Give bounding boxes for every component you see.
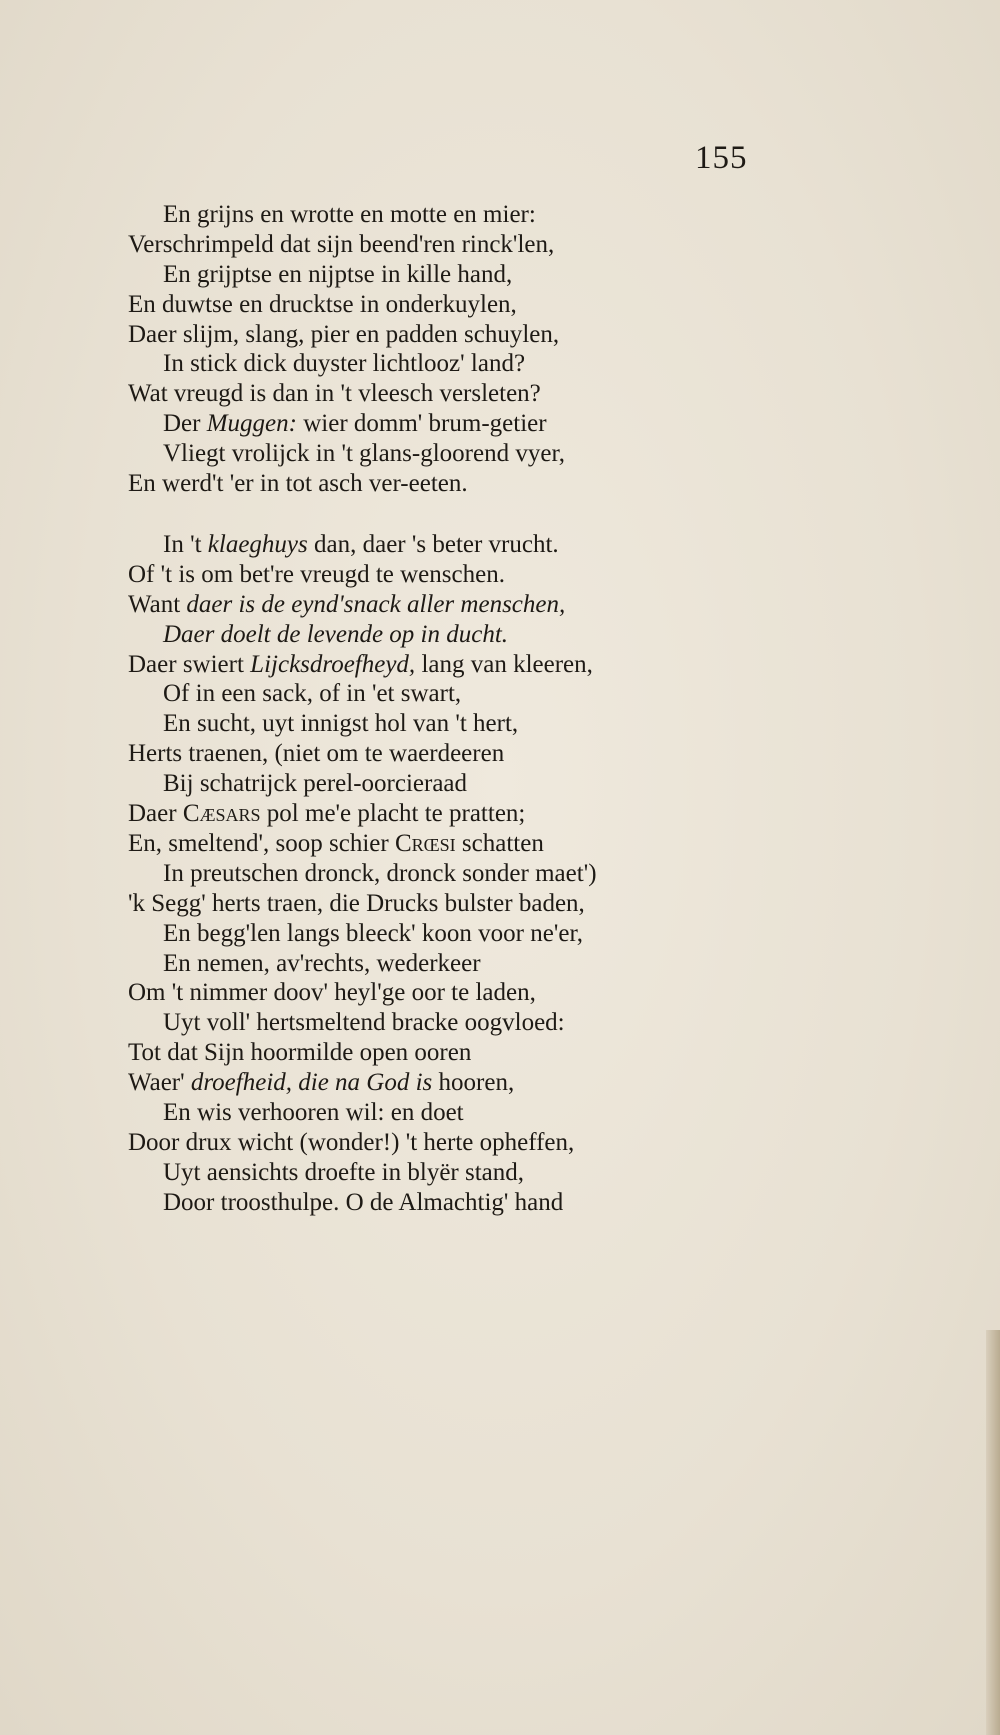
- verse-text: Uyt voll' hertsmeltend bracke oogvloed:: [163, 1009, 565, 1036]
- verse-line: [128, 320, 559, 350]
- verse-text: hooren,: [432, 1069, 515, 1096]
- verse-text: Waer': [128, 1069, 191, 1096]
- verse-line: [163, 1188, 563, 1218]
- verse-line: [163, 260, 512, 290]
- verse-text: Daer swiert: [128, 651, 251, 678]
- verse-text: En werd't 'er in tot asch ver-eeten.: [128, 470, 468, 497]
- verse-line: [163, 530, 559, 560]
- verse-text: Want: [128, 591, 187, 618]
- verse-line: [163, 409, 547, 439]
- verse-line: [128, 1128, 574, 1158]
- verse-text: Of 't is om bet're vreugd te wenschen.: [128, 561, 505, 588]
- verse-line: [163, 679, 461, 709]
- verse-text: Crœsi: [394, 830, 456, 857]
- verse-text: Door drux wicht (wonder!) 't herte opheffen,: [128, 1129, 575, 1156]
- verse-text: Verschrimpeld dat sijn beend'ren rinck'len,: [128, 231, 555, 258]
- verse-line: [128, 469, 468, 499]
- verse-text: Wat vreugd is dan in 't vleesch versleten?: [128, 380, 541, 407]
- verse-line: [128, 290, 517, 320]
- verse-line: [163, 1098, 464, 1128]
- verse-line: [128, 230, 554, 260]
- verse-line: [163, 919, 583, 949]
- verse-text: Uyt aensichts droefte in blyër stand,: [163, 1159, 525, 1186]
- verse-text: En duwtse en drucktse in onderkuylen,: [128, 291, 517, 318]
- verse-line: [163, 949, 481, 979]
- verse-text: Cæsars: [182, 800, 261, 827]
- verse-text: Door troosthulpe. O de Almachtig' hand: [163, 1189, 564, 1216]
- verse-text: Lijcksdroefheyd,: [250, 651, 416, 678]
- verse-text: Tot dat Sijn hoormilde open ooren: [128, 1039, 472, 1066]
- verse-text: Muggen:: [206, 410, 297, 437]
- verse-line: [128, 739, 504, 769]
- verse-text: En begg'len langs bleeck' koon voor ne'er,: [163, 920, 584, 947]
- verse-text: droefheid, die na God is: [190, 1069, 433, 1096]
- verse-line: [128, 889, 585, 919]
- verse-text: In stick dick duyster lichtlooz' land?: [163, 350, 526, 377]
- verse-text: wier domm' brum-getier: [296, 410, 547, 437]
- verse-text: Herts traenen, (niet om te waerdeeren: [128, 740, 505, 767]
- verse-text: Daer doelt de levende op in ducht.: [163, 621, 509, 648]
- verse-text: Der: [163, 410, 207, 437]
- verse-line: [128, 1068, 514, 1098]
- verse-line: [163, 769, 467, 799]
- verse-text: Daer: [128, 800, 183, 827]
- verse-line: [163, 859, 597, 889]
- verse-line: [163, 200, 536, 230]
- verse-text: Daer slijm, slang, pier en padden schuylen,: [128, 321, 560, 348]
- verse-text: Vliegt vrolijck in 't glans-gloorend vyer,: [163, 440, 566, 467]
- verse-line: [128, 560, 505, 590]
- verse-text: In preutschen dronck, dronck sonder maet'): [163, 860, 597, 887]
- verse-line: [163, 709, 518, 739]
- verse-line: [128, 379, 541, 409]
- verse-text: En wis verhooren wil: en doet: [163, 1099, 464, 1126]
- verse-text: daer is de eynd'snack aller menschen,: [186, 591, 566, 618]
- verse-line: [163, 439, 565, 469]
- verse-text: In 't: [163, 531, 208, 558]
- verse-line: [128, 590, 565, 620]
- verse-line: [128, 650, 593, 680]
- verse-line: [163, 1158, 524, 1188]
- verse-line: [128, 978, 536, 1008]
- verse-text: dan, daer 's beter vrucht.: [307, 531, 559, 558]
- verse-text: En, smeltend', soop schier: [128, 830, 395, 857]
- verse-line: [163, 349, 525, 379]
- verse-line: [128, 799, 525, 829]
- page-number: 155: [695, 140, 748, 176]
- verse-text: schatten: [455, 830, 544, 857]
- verse-text: klaeghuys: [207, 531, 308, 558]
- verse-text: En sucht, uyt innigst hol van 't hert,: [163, 710, 519, 737]
- verse-line: [128, 1038, 471, 1068]
- verse-text: Om 't nimmer doov' heyl'ge oor te laden,: [128, 979, 536, 1006]
- verse-line: [163, 1008, 565, 1038]
- verse-text: Of in een sack, of in 'et swart,: [163, 680, 462, 707]
- verse-text: 'k Segg' herts traen, die Drucks bulster baden,: [128, 890, 585, 917]
- verse-line: [163, 620, 508, 650]
- verse-text: Bij schatrijck perel-oorcieraad: [163, 770, 468, 797]
- verse-text: lang van kleeren,: [415, 651, 593, 678]
- verse-text: En grijptse en nijptse in kille hand,: [163, 261, 513, 288]
- verse-line: [128, 829, 544, 859]
- verse-text: pol me'e placht te pratten;: [260, 800, 526, 827]
- verse-text: En nemen, av'rechts, wederkeer: [163, 950, 481, 977]
- verse-text: En grijns en wrotte en motte en mier:: [163, 201, 536, 228]
